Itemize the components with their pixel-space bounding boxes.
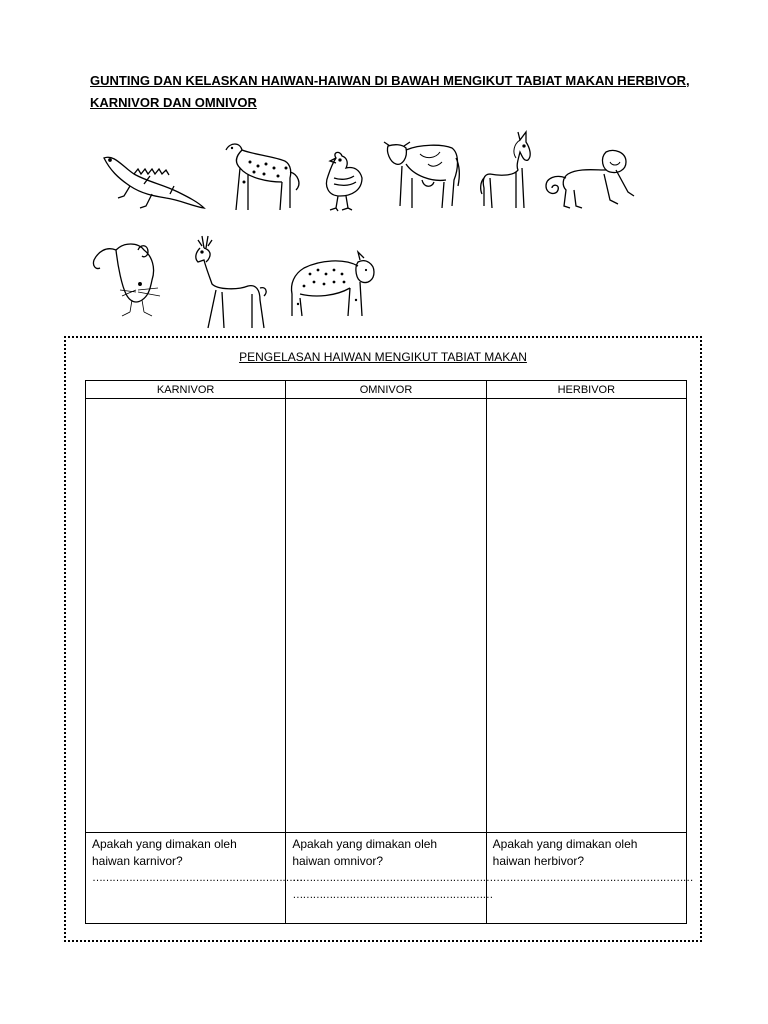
karnivor-answer-line[interactable]: ……………………………………………………… <box>92 872 302 884</box>
rat-icon <box>92 238 176 318</box>
cow-icon <box>380 136 462 212</box>
karnivor-paste-area[interactable] <box>86 399 286 833</box>
herbivor-question-cell <box>486 833 693 924</box>
classification-table <box>85 380 693 924</box>
box-title: PENGELASAN HAIWAN MENGIKUT TABIAT MAKAN <box>239 350 527 364</box>
chicken-icon <box>318 150 364 212</box>
karnivor-question-cell <box>86 833 302 924</box>
omnivor-paste-area[interactable] <box>286 399 486 833</box>
crocodile-icon <box>100 148 206 212</box>
omnivor-question-cell <box>286 833 493 924</box>
table-header-row <box>86 381 687 399</box>
omnivor-question: Apakah yang dimakan oleh haiwan omnivor? <box>292 837 438 868</box>
herbivor-answer-line[interactable]: …………………………………………………… <box>492 872 693 884</box>
horse-icon <box>478 128 534 212</box>
question-row <box>86 833 687 924</box>
worksheet-instruction: GUNTING DAN KELASKAN HAIWAN-HAIWAN DI BAWAH MENGIKUT TABIAT MAKAN HERBIVOR, KARNIVOR DAN OMNIVOR <box>90 73 690 110</box>
omnivor-answer-line[interactable]: …………………………………………………… <box>292 872 493 884</box>
classification-box <box>64 336 702 942</box>
header-karnivor: KARNIVOR <box>86 381 286 399</box>
herbivor-paste-area[interactable] <box>486 399 686 833</box>
deer-icon <box>186 234 270 330</box>
karnivor-question: Apakah yang dimakan oleh haiwan karnivor? <box>92 837 237 868</box>
monkey-icon <box>544 146 638 212</box>
paste-area-row <box>86 399 687 833</box>
leopard-icon <box>220 138 304 214</box>
header-herbivor: HERBIVOR <box>486 381 686 399</box>
hyena-icon <box>286 248 378 320</box>
header-omnivor: OMNIVOR <box>286 381 486 399</box>
omnivor-answer-line[interactable]: …………………………………………………… <box>292 889 493 901</box>
herbivor-question: Apakah yang dimakan oleh haiwan herbivor? <box>492 837 638 868</box>
